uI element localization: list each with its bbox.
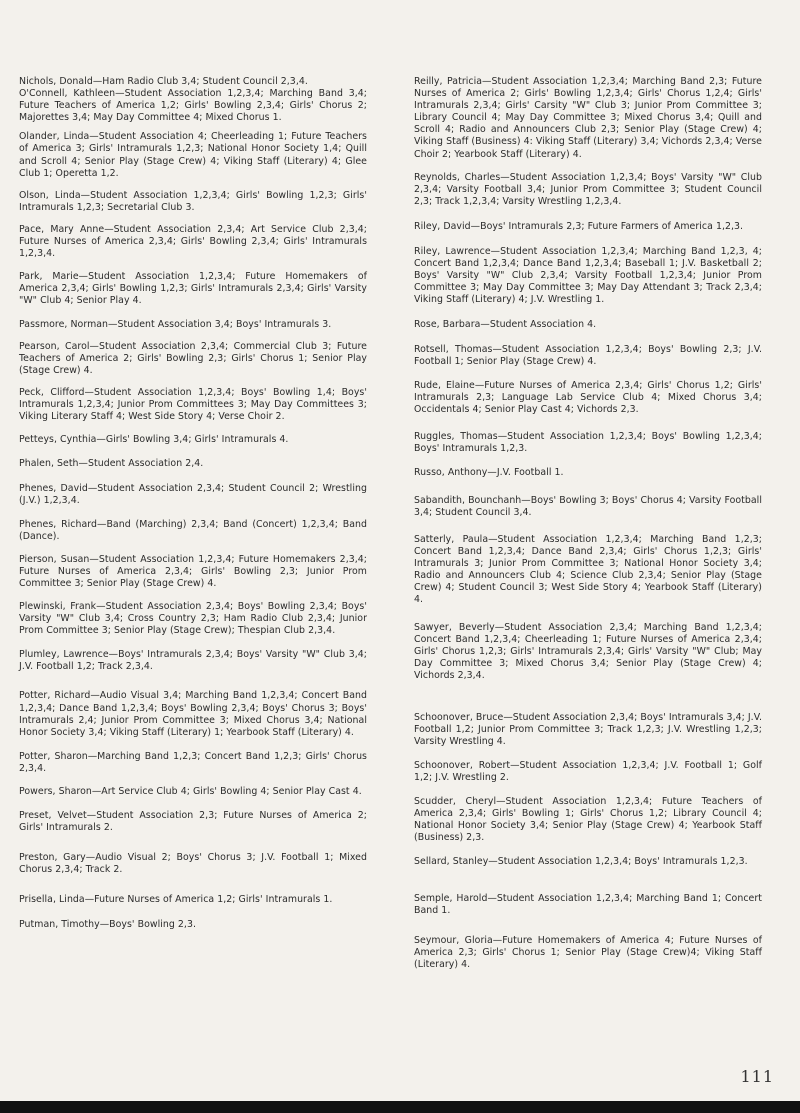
senior-entry: Park, Marie—Student Association 1,2,3,4; Future Homemakers of America 2,3,4; Girls' Bowling 1,2,3; Girls' Intramurals 2,3,4; Girls' Varsity "W" Club 4; Senior Play 4. <box>19 271 367 307</box>
senior-entry: Olson, Linda—Student Association 1,2,3,4; Girls' Bowling 1,2,3; Girls' Intramurals 1,2,3; Secretarial Club 3. <box>19 189 367 213</box>
senior-entry: O'Connell, Kathleen—Student Association 1,2,3,4; Marching Band 3,4; Future Teachers of America 1,2; Girls' Bowling 2,3,4; Girls' Chorus 2; Majorettes 3,4; May Day Committee 4; Mixed Chorus 1. <box>19 88 367 124</box>
senior-entry: Prisella, Linda—Future Nurses of America 1,2; Girls' Intramurals 1. <box>19 893 333 905</box>
senior-entry: Plumley, Lawrence—Boys' Intramurals 2,3,4; Boys' Varsity "W" Club 3,4; J.V. Football 1,2; Track 2,3,4. <box>19 649 367 673</box>
senior-entry: Reilly, Patricia—Student Association 1,2,3,4; Marching Band 2,3; Future Nurses of America 2; Girls' Bowling 1,2,3,4; Girls' Chorus 1,2,4; Girls' Intramurals 2,3,4; Girls' Carsity "W" Club 3; Junior Prom Committee 3; Library Council 4; May Day Committee 3; Mixed Chorus 3,4; Quill and Scroll 4; Radio and Announcers Club 2,3; Senior Play (Stage Crew) 4; Viking Staff (Business) 4: Viking Staff (Literary) 3,4; Vichords 2,3,4; Verse Choir 2; Yearbook Staff (Literary) 4. <box>414 76 762 160</box>
senior-entry: Semple, Harold—Student Association 1,2,3,4; Marching Band 1; Concert Band 1. <box>414 892 762 916</box>
senior-entry: Riley, Lawrence—Student Association 1,2,3,4; Marching Band 1,2,3, 4; Concert Band 1,2,3,4; Dance Band 1,2,3,4; Baseball 1; J.V. Basketball 2; Boys' Varsity "W" Club 2,3,4; Varsity Football 1,2,3,4; Junior Prom Committee 3; May Day Committee 3; May Day Attendant 3; Track 2,3,4; Viking Staff (Literary) 4; J.V. Wrestling 1. <box>414 246 762 306</box>
senior-entry: Schoonover, Robert—Student Association 1,2,3,4; J.V. Football 1; Golf 1,2; J.V. Wrestling 2. <box>414 759 762 783</box>
senior-entry: Phenes, David—Student Association 2,3,4; Student Council 2; Wrestling (J.V.) 1,2,3,4. <box>19 483 367 507</box>
senior-entry: Peck, Clifford—Student Association 1,2,3,4; Boys' Bowling 1,4; Boys' Intramurals 1,2,3,4; Junior Prom Committees 3; May Day Committees 3; Viking Literary Staff 4; West Side Story 4; Verse Choir 2. <box>19 386 367 423</box>
senior-entry: Sawyer, Beverly—Student Association 2,3,4; Marching Band 1,2,3,4; Concert Band 1,2,3,4; Cheerleading 1; Future Nurses of America 2,3,4; Girls' Chorus 1,2,3; Girls' Intramurals 2,3,4; Girls' Varsity "W" Club; May Day Committee 3; Mixed Chorus 3,4; Senior Play (Stage Crew) 4; Vichords 2,3,4. <box>414 622 762 682</box>
senior-entry: Rude, Elaine—Future Nurses of America 2,3,4; Girls' Chorus 1,2; Girls' Intramurals 2,3; Language Lab Service Club 4; Mixed Chorus 3,4; Occidentals 4; Senior Play Cast 4; Vichords 2,3. <box>414 379 762 415</box>
senior-entry: Petteys, Cynthia—Girls' Bowling 3,4; Girls' Intramurals 4. <box>19 434 289 446</box>
senior-entry: Olander, Linda—Student Association 4; Cheerleading 1; Future Teachers of America 3; Girls' Intramurals 1,2,3; National Honor Society 1,4; Quill and Scroll 4; Senior Play (Stage Crew) 4; Viking Staff (Literary) 4; Glee Club 1; Operetta 1,2. <box>19 131 367 179</box>
scan-edge-band <box>0 1101 800 1113</box>
senior-entry: Schoonover, Bruce—Student Association 2,3,4; Boys' Intramurals 3,4; J.V. Football 1,2; Junior Prom Committee 3; Track 1,2,3; J.V. Wrestling 1,2,3; Varsity Wrestling 4. <box>414 711 762 747</box>
senior-entry: Pace, Mary Anne—Student Association 2,3,4; Art Service Club 2,3,4; Future Nurses of America 2,3,4; Girls' Bowling 2,3,4; Girls' Intramurals 1,2,3,4. <box>19 223 367 260</box>
senior-entry: Potter, Richard—Audio Visual 3,4; Marching Band 1,2,3,4; Concert Band 1,2,3,4; Dance Band 1,2,3,4; Boys' Bowling 2,3,4; Boys' Chorus 3; Boys' Intramurals 2,4; Junior Prom Committee 3; Mixed Chorus 3,4; National Honor Society 3,4; Viking Staff (Literary) 1; Yearbook Staff (Literary) 4. <box>19 690 367 738</box>
senior-entry: Phalen, Seth—Student Association 2,4. <box>19 458 204 470</box>
senior-entry: Nichols, Donald—Ham Radio Club 3,4; Student Council 2,3,4. <box>19 76 308 87</box>
senior-entry: Preston, Gary—Audio Visual 2; Boys' Chorus 3; J.V. Football 1; Mixed Chorus 2,3,4; Track 2. <box>19 852 367 876</box>
senior-entry: Pierson, Susan—Student Association 1,2,3,4; Future Homemakers 2,3,4; Future Nurses of America 2,3,4; Girls' Bowling 2,3; Junior Prom Committee 3; Senior Play (Stage Crew) 4. <box>19 553 367 589</box>
senior-entry: Rotsell, Thomas—Student Association 1,2,3,4; Boys' Bowling 2,3; J.V. Football 1; Senior Play (Stage Crew) 4. <box>414 343 762 367</box>
page-number: 111 <box>740 1067 774 1086</box>
right-column <box>414 76 762 971</box>
senior-entry: Reynolds, Charles—Student Association 1,2,3,4; Boys' Varsity "W" Club 2,3,4; Varsity Football 3,4; Junior Prom Committee 3; Student Council 2,3; Track 1,2,3,4; Varsity Wrestling 1,2,3,4. <box>414 171 762 207</box>
senior-entry: Sellard, Stanley—Student Association 1,2,3,4; Boys' Intramurals 1,2,3. <box>414 856 748 868</box>
senior-entry: Satterly, Paula—Student Association 1,2,3,4; Marching Band 1,2,3; Concert Band 1,2,3,4; Dance Band 2,3,4; Girls' Chorus 1,2,3; Girls' Intramurals 3; Junior Prom Committee 3; National Honor Society 3,4; Radio and Announcers Club 4; Science Club 2,3,4; Senior Play (Stage Crew) 4; Student Council 3; West Side Story 4; Yearbook Staff (Literary) 4. <box>414 533 762 605</box>
senior-entry: Ruggles, Thomas—Student Association 1,2,3,4; Boys' Bowling 1,2,3,4; Boys' Intramurals 1,2,3. <box>414 431 762 455</box>
senior-entry: Preset, Velvet—Student Association 2,3; Future Nurses of America 2; Girls' Intramurals 2. <box>19 810 367 834</box>
senior-entry: Phenes, Richard—Band (Marching) 2,3,4; Band (Concert) 1,2,3,4; Band (Dance). <box>19 518 367 542</box>
senior-entry: Seymour, Gloria—Future Homemakers of America 4; Future Nurses of America 2,3; Girls' Chorus 1; Senior Play (Stage Crew)4; Viking Staff (Literary) 4. <box>414 934 762 970</box>
senior-entry: Scudder, Cheryl—Student Association 1,2,3,4; Future Teachers of America 2,3,4; Girls' Bowling 1; Girls' Chorus 1,2; Library Council 4; National Honor Society 3,4; Senior Play (Stage Crew) 4; Yearbook Staff (Business) 2,3. <box>414 796 762 844</box>
senior-entry: Riley, David—Boys' Intramurals 2,3; Future Farmers of America 1,2,3. <box>414 220 744 232</box>
senior-entry: Potter, Sharon—Marching Band 1,2,3; Concert Band 1,2,3; Girls' Chorus 2,3,4. <box>19 750 367 774</box>
senior-entry: Russo, Anthony—J.V. Football 1. <box>414 467 564 479</box>
senior-entry: Powers, Sharon—Art Service Club 4; Girls' Bowling 4; Senior Play Cast 4. <box>19 786 362 798</box>
senior-entry: Rose, Barbara—Student Association 4. <box>414 318 597 330</box>
senior-entry: Sabandith, Bounchanh—Boys' Bowling 3; Boys' Chorus 4; Varsity Football 3,4; Student Council 3,4. <box>414 495 762 519</box>
senior-entry: Passmore, Norman—Student Association 3,4; Boys' Intramurals 3. <box>19 318 332 330</box>
senior-entry: Pearson, Carol—Student Association 2,3,4; Commercial Club 3; Future Teachers of America 2; Girls' Bowling 2,3; Girls' Chorus 1; Senior Play (Stage Crew) 4. <box>19 340 367 376</box>
senior-entry: Plewinski, Frank—Student Association 2,3,4; Boys' Bowling 2,3,4; Boys' Varsity "W" Club 3,4; Cross Country 2,3; Ham Radio Club 2,3,4; Junior Prom Committee 3; Senior Play (Stage Crew); Thespian Club 2,3,4. <box>19 601 367 637</box>
senior-entry: Putman, Timothy—Boys' Bowling 2,3. <box>19 918 196 930</box>
left-column <box>19 76 367 931</box>
